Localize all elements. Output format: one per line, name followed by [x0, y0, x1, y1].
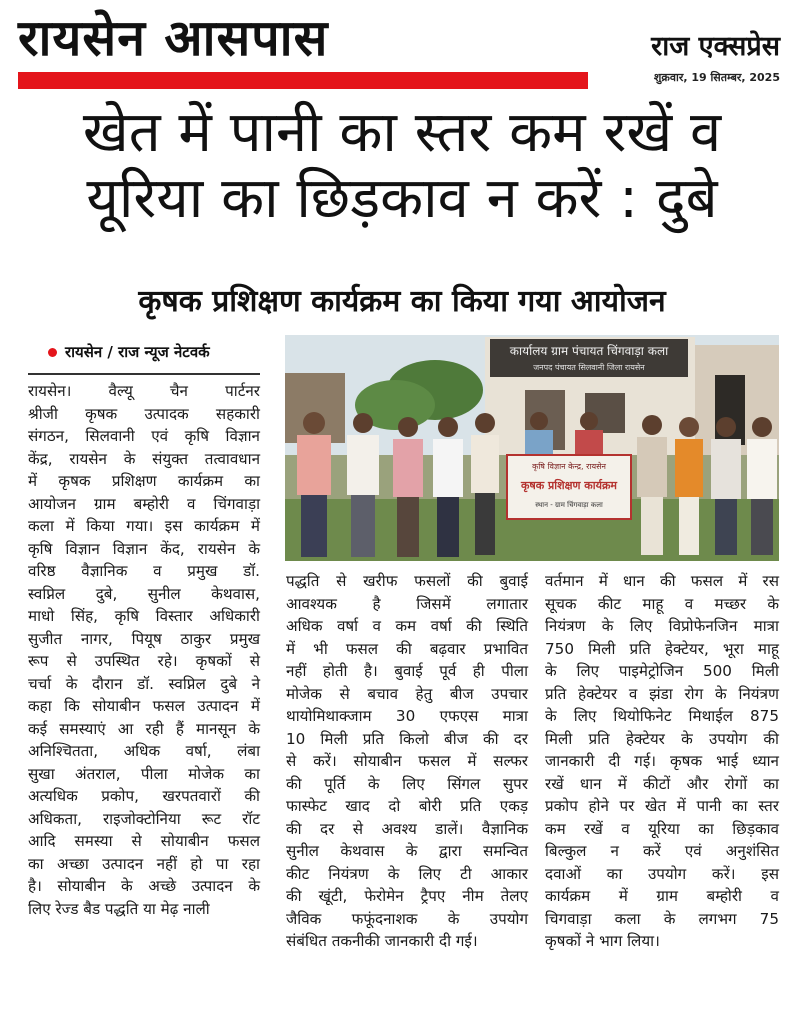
- article-text-line: लिए रेज्ड बैड पद्धति या मेढ़ नाली: [28, 899, 210, 918]
- article-text-line: से करें। सोयाबीन फसल में सल्फर: [286, 752, 528, 770]
- building-sign-line-1: कार्यालय ग्राम पंचायत चिंगवाड़ा कला: [509, 344, 669, 358]
- section-red-bar: [18, 72, 588, 89]
- subheadline: कृषक प्रशिक्षण कार्यक्रम का किया गया आयोजन: [138, 284, 666, 319]
- article-text-line: प्रति हेक्टेयर व झंडा रोग के नियंत्रण: [545, 684, 779, 703]
- article-text-line: दवाओं का उपयोग करें। इस: [545, 864, 779, 883]
- banner-title: कृषक प्रशिक्षण कार्यक्रम: [520, 479, 618, 492]
- article-text-line: केंद्र, रायसेन के संयुक्त तत्वावधान: [28, 449, 260, 468]
- banner-line-1: कृषि विज्ञान केन्द्र, रायसेन: [532, 462, 606, 471]
- article-text-line: 750 मिली प्रति हेक्टेयर, भूरा माहू: [545, 639, 779, 658]
- article-text-line: कहा कि सोयाबीन फसल उत्पादन में: [28, 697, 260, 715]
- article-text-line: मिली प्रति हेक्टेयर के उपयोग की: [545, 729, 779, 748]
- article-text-line: कई समस्याएं आ रही हैं मानसून के: [28, 719, 260, 738]
- article-text-line: संगठन, सिलवानी एवं कृषि विज्ञान: [28, 427, 260, 445]
- news-photo: [285, 335, 779, 561]
- bullet-dot-icon: [48, 348, 57, 357]
- article-text-line: नहीं होती है। बुवाई पूर्व ही पीला: [286, 662, 528, 680]
- article-text-line: कम रखें व यूरिया का छिड़काव: [545, 819, 779, 838]
- article-text-line: की खूंटी, फेरोमेन ट्रैपए नीम तेलए: [286, 887, 528, 905]
- article-text-line: कला में किया गया। इस कार्यक्रम में: [28, 517, 260, 535]
- byline-text: रायसेन / राज न्यूज नेटवर्क: [65, 343, 210, 361]
- article-text-line: में कृषक प्रशिक्षण कार्यक्रम का: [28, 472, 260, 490]
- headline-line-2: यूरिया का छिड़काव न करें : दुबे: [86, 166, 718, 231]
- article-text-line: सुनील केथवास के द्वारा समन्वित: [286, 842, 528, 860]
- article-column-2: [286, 570, 528, 953]
- article-text-line: जैविक फफूंदनाशक के उपयोग: [286, 909, 528, 928]
- headline-line-1: खेत में पानी का स्तर कम रखें व: [82, 100, 722, 165]
- article-text-line: अधिकता, राइजोक्टोनिया रूट रॉट: [28, 809, 260, 828]
- newspaper-brand-logo: राज एक्सप्रेस: [651, 31, 780, 62]
- article-text-line: मोजेक से बचाव हेतु बीज उपचार: [286, 684, 528, 703]
- article-text-line: संबंधित तकनीकी जानकारी दी गई।: [286, 932, 478, 950]
- dateline: शुक्रवार, 19 सितम्बर, 2025: [653, 71, 780, 84]
- article-column-1: [28, 380, 260, 920]
- article-text-line: का अच्छा उत्पादन नहीं हो पा रहा: [28, 854, 260, 873]
- article-text-line: रायसेन। वैल्यू चैन पार्टनर: [28, 382, 260, 400]
- article-text-line: स्वप्निल दुबे, सुनील केथवास,: [28, 584, 260, 603]
- article-text-line: आदि समस्या से सोयाबीन फसल: [28, 832, 260, 850]
- byline: [48, 342, 210, 362]
- building-sign-line-2: जनपद पंचायत सिलवानी जिला रायसेन: [533, 363, 645, 372]
- article-text-line: अनिश्चितता, अधिक वर्षा, लंबा: [28, 742, 260, 760]
- article-text-line: आयोजन ग्राम बम्होरी व चिंगवाड़ा: [28, 494, 260, 513]
- article-text-line: प्रकोप होने पर खेत में पानी का स्तर: [545, 797, 779, 815]
- article-text-line: है। सोयाबीन के अच्छे उत्पादन के: [28, 877, 260, 895]
- byline-divider: [28, 373, 260, 375]
- section-title: रायसेन आसपास: [18, 8, 329, 67]
- article-column-3: [545, 570, 779, 953]
- article-text-line: आवश्यक है जिसमें लगातार: [286, 594, 528, 613]
- headline: [0, 100, 804, 232]
- article-text-line: सुखा अंतराल, पीला मोजेक का: [28, 764, 260, 783]
- article-text-line: 10 मिली प्रति किलो बीज की दर: [286, 729, 528, 748]
- article-text-line: कृषकों ने भाग लिया।: [545, 932, 660, 950]
- banner-line-3: स्थान - ग्राम चिंगवाड़ा कला: [535, 501, 603, 509]
- article-text-line: कृषि विज्ञान विज्ञान केंद, रायसेन के: [28, 539, 260, 558]
- article-text-line: सूचक कीट माहू व मच्छर के: [545, 594, 779, 613]
- article-text-line: कीट नियंत्रण के लिए टी आकार: [286, 864, 528, 883]
- article-text-line: पद्धति से खरीफ फसलों की बुवाई: [286, 572, 528, 590]
- article-text-line: चिगवाड़ा कला के लगभग 75: [545, 909, 779, 928]
- article-text-line: माधो सिंह, कृषि विस्तार अधिकारी: [28, 607, 260, 625]
- article-text-line: की दर से अवश्य डालें। वैज्ञानिक: [286, 819, 528, 838]
- article-text-line: वर्तमान में धान की फसल में रस: [545, 572, 779, 590]
- group-photo-illustration: [285, 335, 779, 561]
- article-text-line: फास्फेट खाद दो बोरी प्रति एकड़: [286, 797, 528, 815]
- article-text-line: रूप से उपस्थित रहे। कृषकों से: [28, 652, 260, 670]
- article-text-line: अत्यधिक प्रकोप, खरपतवारों की: [28, 787, 260, 805]
- article-text-line: नियंत्रण के लिए विप्रोफेनजिन मात्रा: [545, 617, 779, 635]
- article-text-line: के लिए पाइमेट्रोजिन 500 मिली: [545, 662, 779, 680]
- article-text-line: वरिष्ठ वैज्ञानिक व प्रमुख डॉ.: [28, 562, 260, 580]
- article-text-line: की पूर्ति के लिए सिंगल सुपर: [286, 774, 528, 793]
- article-text-line: में भी फसल की बढ़वार प्रभावित: [286, 639, 528, 658]
- article-text-line: बिल्कुल न करें एवं अनुशंसित: [545, 842, 779, 860]
- article-text-line: जानकारी दी गई। कृषक भाई ध्यान: [545, 752, 779, 770]
- article-text-line: चर्चा के दौरान डॉ. स्वप्निल दुबे ने: [28, 674, 260, 693]
- article-text-line: कार्यक्रम में ग्राम बम्होरी व: [545, 887, 779, 905]
- article-text-line: के लिए थियोफिनेट मिथाईल 875: [545, 707, 779, 725]
- article-text-line: सुजीत नागर, पियूष ठाकुर प्रमुख: [28, 629, 260, 648]
- article-text-line: रखें धान में कीटों और रोगों का: [545, 774, 779, 793]
- article-text-line: अधिक वर्षा व कम वर्षा की स्थिति: [286, 617, 528, 635]
- article-text-line: श्रीजी कृषक उत्पादक सहकारी: [28, 404, 260, 423]
- article-text-line: थायोमिथाक्जाम 30 एफएस मात्रा: [286, 707, 528, 725]
